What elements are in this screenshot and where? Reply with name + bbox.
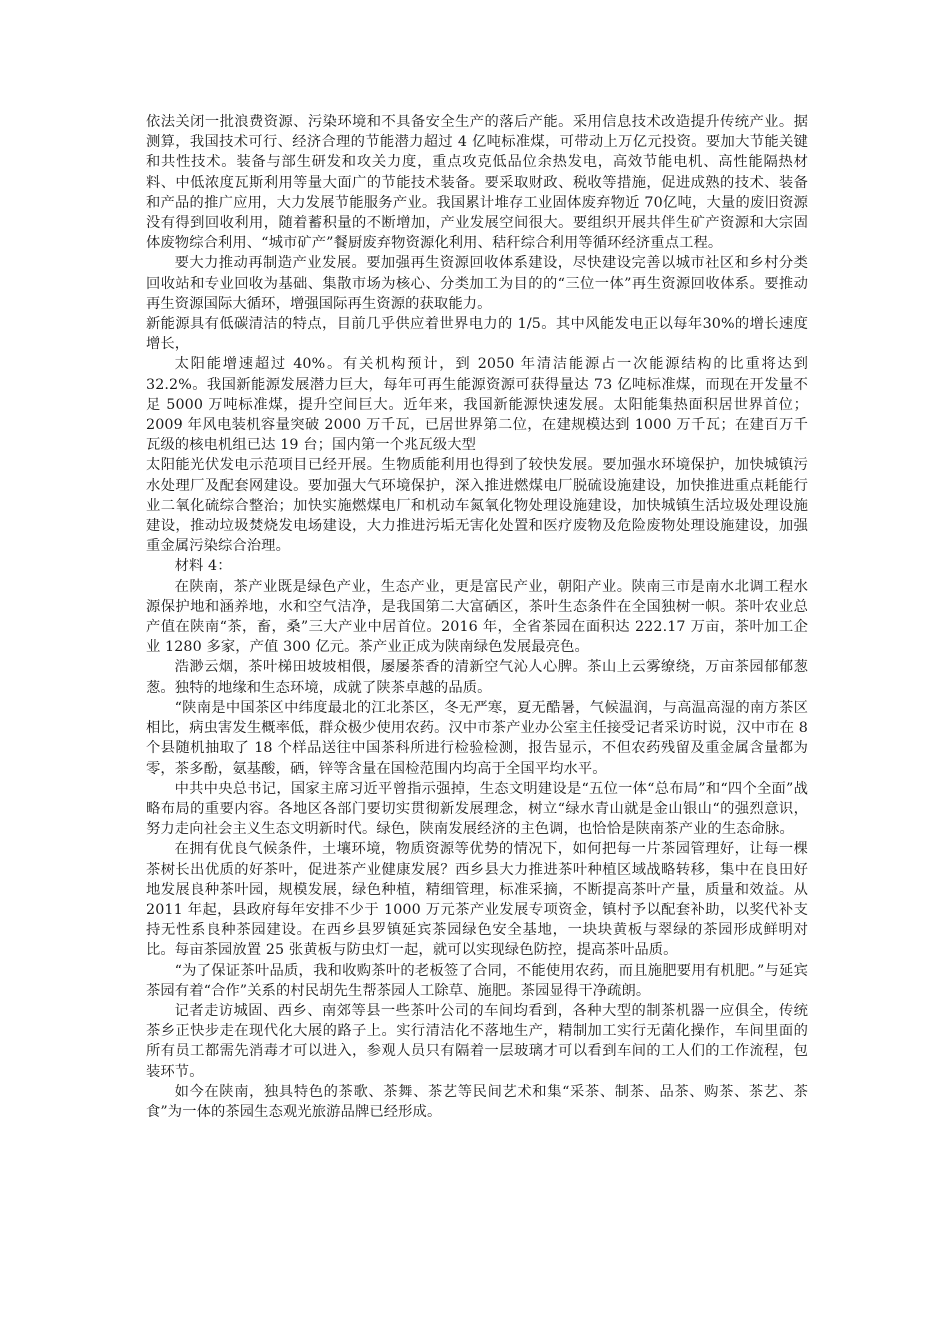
paragraph-new-energy: 新能源具有低碳清洁的特点，目前几乎供应着世界电力的 1/5。其中风能发电正以每年30%的增长速度增长， xyxy=(146,316,808,353)
paragraph-ecological-civilization: 中共中央总书记，国家主席习近平曾指示强掉，生态文明建设是“五位一体“总布局”和“四个全面”战略布局的重要内容。各地区各部门要切实贯彻新发展理念，树立“绿水青山就是金山银山“的强烈意识，努力走向社会主义生态文明新时代。绿色，陕南发展经济的主色调，也恰恰是陕南茶产业的生态命脉。 xyxy=(146,780,808,838)
paragraph-tea-region: “陕南是中国茶区中纬度最北的江北茶区，冬无严寒，夏无酷暑，气候温润，与高温高湿的南方茶区相比，病虫害发生概率低，群众极少使用农药。汉中市茶产业办公室主任接受记者采访时说，汉中市在 8 个县随机抽取了 18 个样品送往中国茶科所进行检验检测，报告显示，不但农药残留及重金属含量都为零，茶多酚，氨基酸，硒，锌等含量在国检范围内均高于全国平均水平。 xyxy=(146,699,808,777)
paragraph-solar: 太阳能增速超过 40%。有关机构预计，到 2050 年清洁能源占一次能源结构的比重将达到 32.2%。我国新能源发展潜力巨大，每年可再生能源资源可获得量达 73 亿吨标准煤，而现在开发量不足 5000 万吨标准煤，提升空间巨大。近年来，我国新能源快速发展。太阳能集热面积居世界首位；2009 年风电装机容量突破 2000 万千瓦，已居世界第二位，在建规模达到 1000 万千瓦；在建百万千瓦级的核电机组已达 19 台；国内第一个兆瓦级大型 xyxy=(146,356,808,454)
paragraph-tea-industry: 在陕南，茶产业既是绿色产业，生态产业，更是富民产业，朝阳产业。陕南三市是南水北调工程水源保护地和涵养地，水和空气洁净，是我国第二大富硒区，茶叶生态条件在全国独树一帜。茶叶农业总产值在陕南“茶，畜，桑”三大产业中居首位。2016 年，全省茶园在面积达 222.17 万亩，茶叶加工企业 1280 多家，产值 300 亿元。茶产业正成为陕南绿色发展最亮色。 xyxy=(146,578,808,656)
paragraph-energy-saving: 依法关闭一批浪费资源、污染环境和不具备安全生产的落后产能。采用信息技术改造提升传统产业。据测算，我国技术可行、经济合理的节能潜力超过 4 亿吨标准煤，可带动上万亿元投资。要加大节能关键和共性技术。装备与部生研发和攻关力度，重点攻克低品位余热发电，高效节能电机、高性能隔热材料、中低浓度瓦斯利用等量大面广的节能技术装备。要采取财政、税收等措施，促进成熟的技术、装备和产品的推广应用，大力发展节能服务产业。我国累计堆存工业固体废弃物近 70亿吨，大量的废旧资源没有得到回收利用，随着蓄积量的不断增加，产业发展空间很大。要组织开展共伴生矿产资源和大宗固体废物综合利用、“城市矿产”餐厨废弃物资源化利用、秸秆综合利用等循环经济重点工程。 xyxy=(146,114,808,252)
paragraph-tea-factory: 记者走访城固、西乡、南郊等县一些茶叶公司的车间均看到，各种大型的制茶机器一应俱全，传统茶乡正快步走在现代化大展的路子上。实行清洁化不落地生产，精制加工实行无菌化操作，车间里面的所有员工都需先消毒才可以进入，参观人员只有隔着一层玻璃才可以看到车间的工人们的工作流程，包装环节。 xyxy=(146,1002,808,1080)
paragraph-tea-landscape: 浩渺云烟，茶叶梯田坡坡相偎，屡屡茶香的清新空气沁人心脾。茶山上云雾缭绕，万亩茶园郁郁葱葱。独特的地缘和生态环境，成就了陕茶卓越的品质。 xyxy=(146,659,808,696)
paragraph-tea-management: 在拥有优良气候条件，土壤环境，物质资源等优势的情况下，如何把每一片茶园管理好，让每一棵茶树长出优质的好茶叶，促进茶产业健康发展？西乡县大力推进茶叶种植区域战略转移，集中在良田好地发展良种茶叶园，规模发展，绿色种植，精细管理，标准采摘，不断提高茶叶产量，质量和效益。从 2011 年起，县政府每年安排不少于 1000 万元茶产业发展专项资金，镇村予以配套补助，以奖代补支持无性系良种茶园建设。在西乡县罗镇延宾茶园绿色安全基地，一块块黄板与翠绿的茶园形成鲜明对比。每亩茶园放置 25 张黄板与防虫灯一起，就可以实现绿色防控，提高茶叶品质。 xyxy=(146,841,808,959)
paragraph-tea-quality-quote: “为了保证茶叶品质，我和收购茶叶的老板签了合同，不能使用农药，而且施肥要用有机肥。”与延宾茶园有着“合作”关系的村民胡先生帮茶园人工除草、施肥。茶园显得干净疏朗。 xyxy=(146,962,808,999)
document-body xyxy=(146,112,808,1122)
paragraph-tea-tourism: 如今在陕南，独具特色的茶歌、茶舞、茶艺等民间艺术和集“采茶、制茶、品茶、购茶、茶艺、茶食”为一体的茶园生态观光旅游品牌已经形成。 xyxy=(146,1083,808,1120)
paragraph-environment: 太阳能光伏发电示范项目已经开展。生物质能利用也得到了较快发展。要加强水环境保护，加快城镇污水处理厂及配套网建设。要加强大气环境保护，深入推进燃煤电厂脱硫设施建设，加快推进重点耗能行业二氧化硫综合整治；加快实施燃煤电厂和机动车氮氧化物处理设施建设，加快城镇生活垃圾处理设施建设，推动垃圾焚烧发电场建设，大力推进污垢无害化处置和医疗废物及危险废物处理设施建设，加强重金属污染综合治理。 xyxy=(146,457,808,555)
material-heading: 材料 4： xyxy=(174,558,232,575)
paragraph-remanufacturing: 要大力推动再制造产业发展。要加强再生资源回收体系建设，尽快建设完善以城市社区和乡村分类回收站和专业回收为基础、集散市场为核心、分类加工为目的的“三位一体”再生资源回收体系。要推动再生资源国际大循环，增强国际再生资源的获取能力。 xyxy=(146,255,808,312)
